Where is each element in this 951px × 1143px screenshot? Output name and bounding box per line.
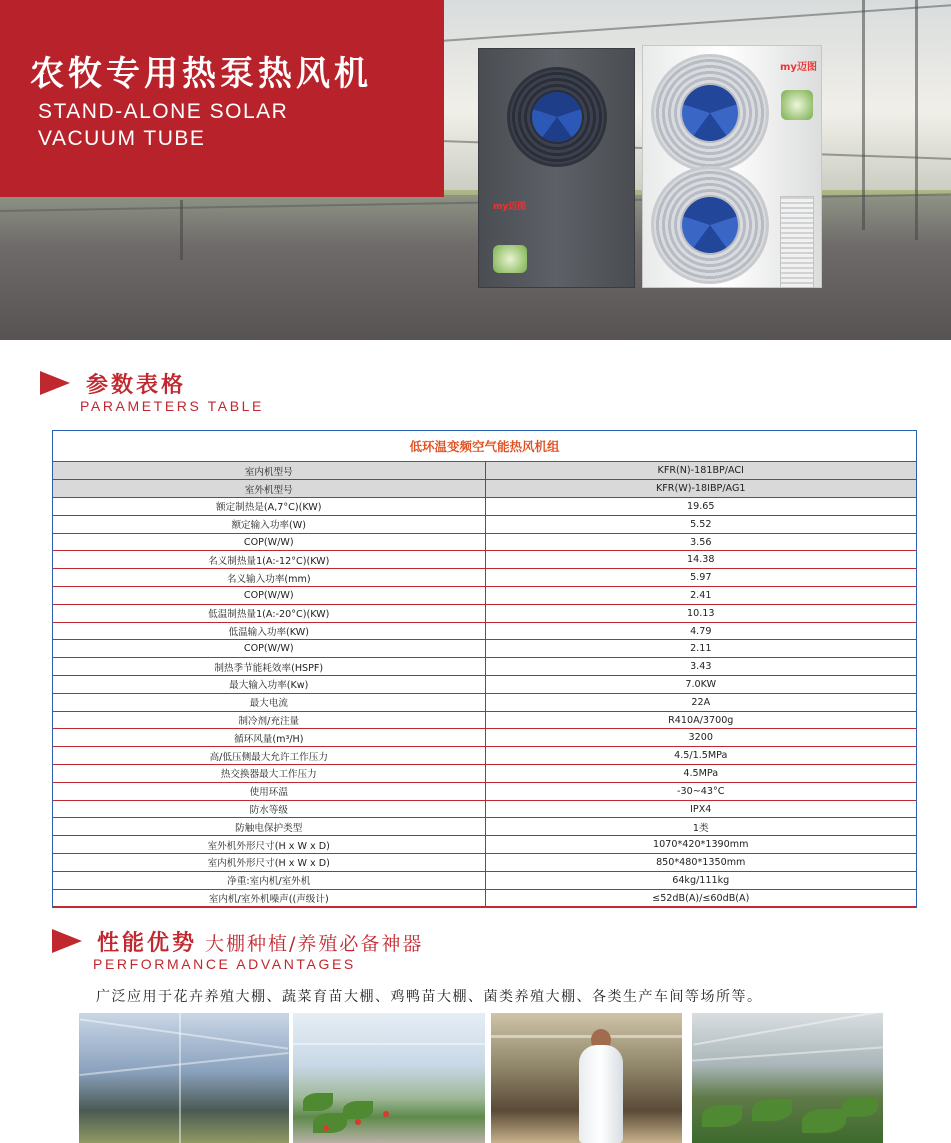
row-value: 4.5MPa bbox=[485, 765, 916, 783]
indoor-unit-image bbox=[478, 48, 635, 288]
table-caption: 低环温变频空气能热风机组 bbox=[53, 431, 916, 462]
performance-subtitle: PERFORMANCE ADVANTAGES bbox=[93, 956, 356, 972]
table-row bbox=[53, 889, 916, 907]
performance-title-extra: 大棚种植/养殖必备神器 bbox=[205, 933, 424, 955]
row-value: 5.97 bbox=[485, 569, 916, 587]
roof-rib bbox=[692, 1046, 883, 1061]
fan-blade-icon bbox=[532, 92, 582, 142]
row-value: 1类 bbox=[485, 818, 916, 836]
fan-grille-bottom bbox=[651, 166, 769, 284]
strawberry bbox=[355, 1119, 361, 1125]
person-labcoat bbox=[579, 1045, 623, 1143]
eco-badge-icon bbox=[493, 245, 527, 273]
row-value: 3200 bbox=[485, 729, 916, 747]
table-row bbox=[53, 676, 916, 694]
row-value: 4.5/1.5MPa bbox=[485, 747, 916, 765]
row-label: 室外机外形尺寸(H x W x D) bbox=[53, 836, 485, 854]
row-label: 名义制热量1(A:-12°C)(KW) bbox=[53, 551, 485, 569]
row-value: KFR(N)-181BP/ACI bbox=[485, 462, 916, 480]
title-panel bbox=[0, 0, 444, 197]
row-label: COP(W/W) bbox=[53, 587, 485, 605]
row-label: 热交换器最大工作压力 bbox=[53, 765, 485, 783]
strawberry bbox=[383, 1111, 389, 1117]
table-row bbox=[53, 498, 916, 516]
row-value: 2.41 bbox=[485, 587, 916, 605]
row-value: -30~43°C bbox=[485, 782, 916, 800]
row-label: 额定输入功率(W) bbox=[53, 515, 485, 533]
row-label: COP(W/W) bbox=[53, 533, 485, 551]
table-row bbox=[53, 711, 916, 729]
table-row bbox=[53, 480, 916, 498]
roof-rib bbox=[179, 1013, 181, 1143]
hero-banner bbox=[0, 0, 951, 340]
row-label: 最大电流 bbox=[53, 693, 485, 711]
row-label: 室内机/室外机噪声((声级计) bbox=[53, 889, 485, 907]
hero-subtitle-line1: STAND-ALONE SOLAR bbox=[38, 100, 289, 123]
performance-description: 广泛应用于花卉养殖大棚、蔬菜育苗大棚、鸡鸭苗大棚、菌类养殖大棚、各类生产车间等场所等。 bbox=[96, 989, 763, 1005]
row-label: 室内机型号 bbox=[53, 462, 485, 480]
brand-logo: my迈图 bbox=[493, 202, 527, 212]
plant-leaf bbox=[303, 1093, 333, 1111]
spec-table bbox=[53, 462, 916, 907]
row-value: 22A bbox=[485, 693, 916, 711]
row-value: 3.43 bbox=[485, 658, 916, 676]
table-row bbox=[53, 622, 916, 640]
brand-logo: my迈图 bbox=[780, 62, 817, 73]
roof-rib bbox=[293, 1043, 485, 1045]
greenhouse-post bbox=[862, 0, 865, 230]
fan-grille bbox=[507, 67, 607, 167]
table-row bbox=[53, 871, 916, 889]
roof-rib bbox=[79, 1052, 288, 1076]
row-value: 14.38 bbox=[485, 551, 916, 569]
hero-subtitle-line2: VACUUM TUBE bbox=[38, 127, 206, 150]
table-row bbox=[53, 515, 916, 533]
row-label: 室内机外形尺寸(H x W x D) bbox=[53, 854, 485, 872]
row-value: 2.11 bbox=[485, 640, 916, 658]
row-value: R410A/3700g bbox=[485, 711, 916, 729]
photo-vegetable-greenhouse bbox=[692, 1013, 883, 1143]
table-row bbox=[53, 854, 916, 872]
greenhouse-post bbox=[180, 200, 183, 260]
row-value: 64kg/111kg bbox=[485, 871, 916, 889]
section-arrow-icon bbox=[52, 929, 82, 953]
plant-leaf bbox=[752, 1099, 792, 1121]
table-row bbox=[53, 800, 916, 818]
hero-title: 农牧专用热泵热风机 bbox=[30, 54, 372, 94]
row-label: 净重:室内机/室外机 bbox=[53, 871, 485, 889]
fan-blade-icon bbox=[682, 197, 738, 253]
parameters-subtitle: PARAMETERS TABLE bbox=[80, 398, 264, 414]
plant-leaf bbox=[802, 1109, 846, 1133]
parameters-table bbox=[52, 430, 917, 908]
row-value: KFR(W)-18IBP/AG1 bbox=[485, 480, 916, 498]
photo-strawberry-greenhouse bbox=[293, 1013, 485, 1143]
table-row bbox=[53, 693, 916, 711]
photo-livestock-barn bbox=[491, 1013, 682, 1143]
plant-leaf bbox=[313, 1113, 347, 1133]
eco-badge-icon bbox=[781, 90, 813, 120]
table-row bbox=[53, 551, 916, 569]
plant-leaf bbox=[842, 1097, 878, 1117]
row-label: 防触电保护类型 bbox=[53, 818, 485, 836]
table-row bbox=[53, 747, 916, 765]
plant-leaf bbox=[702, 1105, 742, 1127]
side-vent bbox=[780, 196, 814, 288]
table-row bbox=[53, 640, 916, 658]
row-value: IPX4 bbox=[485, 800, 916, 818]
performance-title bbox=[97, 926, 423, 957]
row-label: 制热季节能耗效率(HSPF) bbox=[53, 658, 485, 676]
row-label: 制冷剂/充注量 bbox=[53, 711, 485, 729]
table-row bbox=[53, 765, 916, 783]
row-value: 1070*420*1390mm bbox=[485, 836, 916, 854]
performance-title-main: 性能优势 bbox=[97, 931, 198, 956]
parameters-title: 参数表格 bbox=[86, 373, 187, 398]
row-label: 循环风量(m³/H) bbox=[53, 729, 485, 747]
table-row bbox=[53, 836, 916, 854]
photo-solar-greenhouse bbox=[79, 1013, 289, 1143]
row-label: 最大输入功率(Kw) bbox=[53, 676, 485, 694]
plant-leaf bbox=[343, 1101, 373, 1119]
roof-rib bbox=[80, 1018, 288, 1049]
row-label: 额定制热是(A,7°C)(KW) bbox=[53, 498, 485, 516]
row-label: 防水等级 bbox=[53, 800, 485, 818]
row-label: COP(W/W) bbox=[53, 640, 485, 658]
roof-rib bbox=[491, 1035, 682, 1038]
row-label: 低温制热量1(A:-20°C)(KW) bbox=[53, 604, 485, 622]
row-value: 4.79 bbox=[485, 622, 916, 640]
roof-rib bbox=[693, 1013, 881, 1046]
table-row bbox=[53, 604, 916, 622]
table-row bbox=[53, 569, 916, 587]
row-value: 7.0KW bbox=[485, 676, 916, 694]
table-row bbox=[53, 533, 916, 551]
row-label: 高/低压侧最大允许工作压力 bbox=[53, 747, 485, 765]
greenhouse-post bbox=[915, 0, 918, 240]
row-label: 低温输入功率(KW) bbox=[53, 622, 485, 640]
row-value: 3.56 bbox=[485, 533, 916, 551]
row-value: 19.65 bbox=[485, 498, 916, 516]
table-row bbox=[53, 462, 916, 480]
strawberry bbox=[323, 1125, 329, 1131]
hero-subtitle bbox=[38, 98, 288, 152]
table-row bbox=[53, 729, 916, 747]
row-value: 850*480*1350mm bbox=[485, 854, 916, 872]
row-label: 使用环温 bbox=[53, 782, 485, 800]
outdoor-unit-image bbox=[642, 45, 822, 288]
fan-grille-top bbox=[651, 54, 769, 172]
row-label: 室外机型号 bbox=[53, 480, 485, 498]
row-value: 5.52 bbox=[485, 515, 916, 533]
row-label: 名义输入功率(mm) bbox=[53, 569, 485, 587]
row-value: ≤52dB(A)/≤60dB(A) bbox=[485, 889, 916, 907]
row-value: 10.13 bbox=[485, 604, 916, 622]
table-row bbox=[53, 587, 916, 605]
section-arrow-icon bbox=[40, 371, 70, 395]
table-row bbox=[53, 818, 916, 836]
fan-blade-icon bbox=[682, 85, 738, 141]
table-row bbox=[53, 658, 916, 676]
table-row bbox=[53, 782, 916, 800]
